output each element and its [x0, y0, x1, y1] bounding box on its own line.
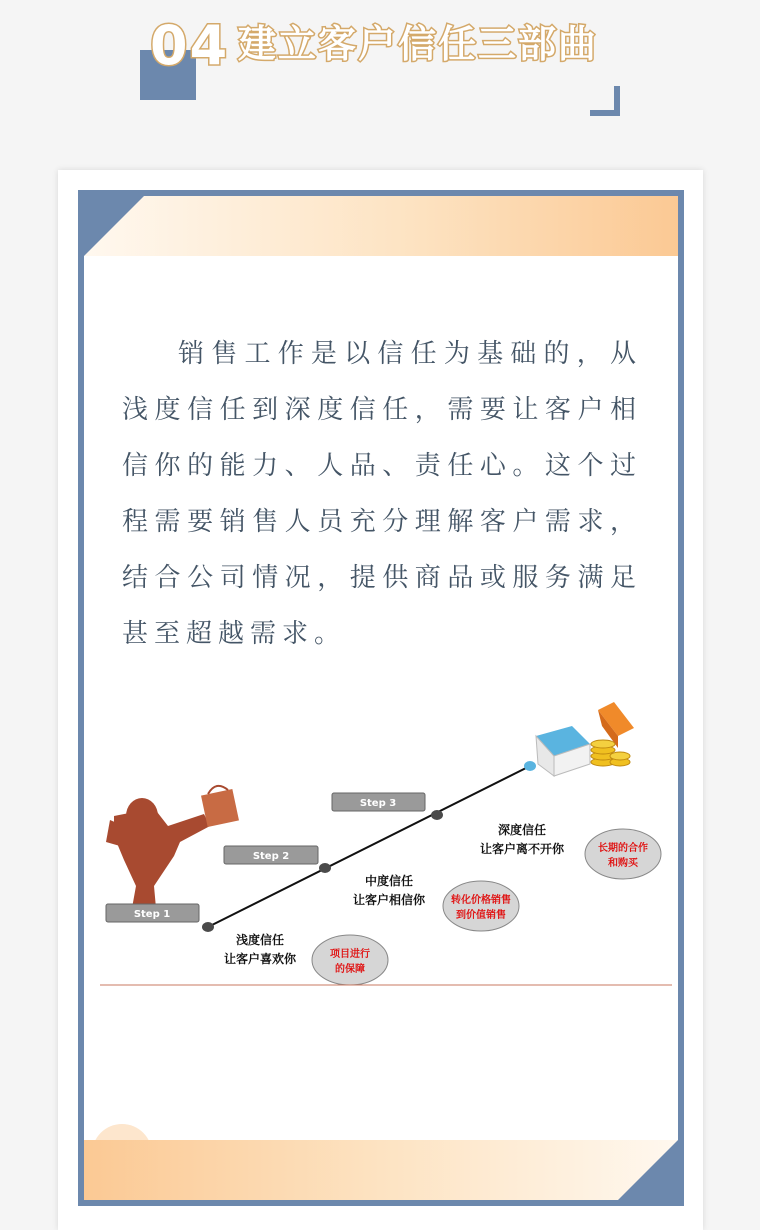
node-dot-top [524, 761, 536, 771]
level-3-line1: 深度信任 [497, 823, 547, 837]
svg-text:到价值销售: 到价值销售 [456, 910, 506, 921]
svg-text:和购买: 和购买 [608, 858, 638, 869]
section-title: 建立客户信任三部曲 [238, 22, 599, 66]
svg-text:Step 1: Step 1 [133, 909, 171, 920]
bottom-right-triangle [618, 1140, 678, 1200]
step-2-label [224, 846, 318, 864]
body-paragraph: 销售工作是以信任为基础的，从浅度信任到深度信任，需要让客户相信你的能力、人品、责任心。这个过程需要销售人员充分理解客户需求，结合公司情况，提供商品或服务满足甚至超越需求。 [122, 339, 642, 649]
svg-text:转化价格销售: 转化价格销售 [451, 895, 511, 906]
money-house-icon [536, 702, 634, 776]
level-2-line1: 中度信任 [364, 874, 414, 888]
trust-steps-diagram [84, 196, 678, 1200]
step-3-label [332, 793, 425, 811]
content-frame [78, 190, 684, 1206]
svg-text:Step 2: Step 2 [252, 851, 290, 862]
svg-text:项目进行: 项目进行 [330, 949, 370, 960]
level-1-line1: 浅度信任 [235, 933, 285, 947]
bottom-gradient-band [84, 1140, 678, 1200]
person-pulling-bag-icon [106, 786, 239, 914]
oval-2 [443, 881, 519, 931]
node-dot-3 [431, 810, 443, 820]
step-1-label [106, 904, 199, 922]
level-3-line2: 让客户离不开你 [479, 842, 565, 856]
level-1-line2: 让客户喜欢你 [223, 952, 297, 966]
oval-1 [312, 935, 388, 985]
oval-3 [585, 829, 661, 879]
section-number: 04 [150, 14, 230, 77]
frame-inner [84, 196, 678, 1200]
level-2-line2: 让客户相信你 [352, 893, 426, 907]
svg-text:长期的合作: 长期的合作 [598, 843, 648, 854]
node-dot-1 [202, 922, 214, 932]
node-dot-2 [319, 863, 331, 873]
svg-text:Step 3: Step 3 [359, 798, 397, 809]
svg-text:的保障: 的保障 [335, 964, 365, 975]
header-corner-bracket [590, 86, 620, 116]
